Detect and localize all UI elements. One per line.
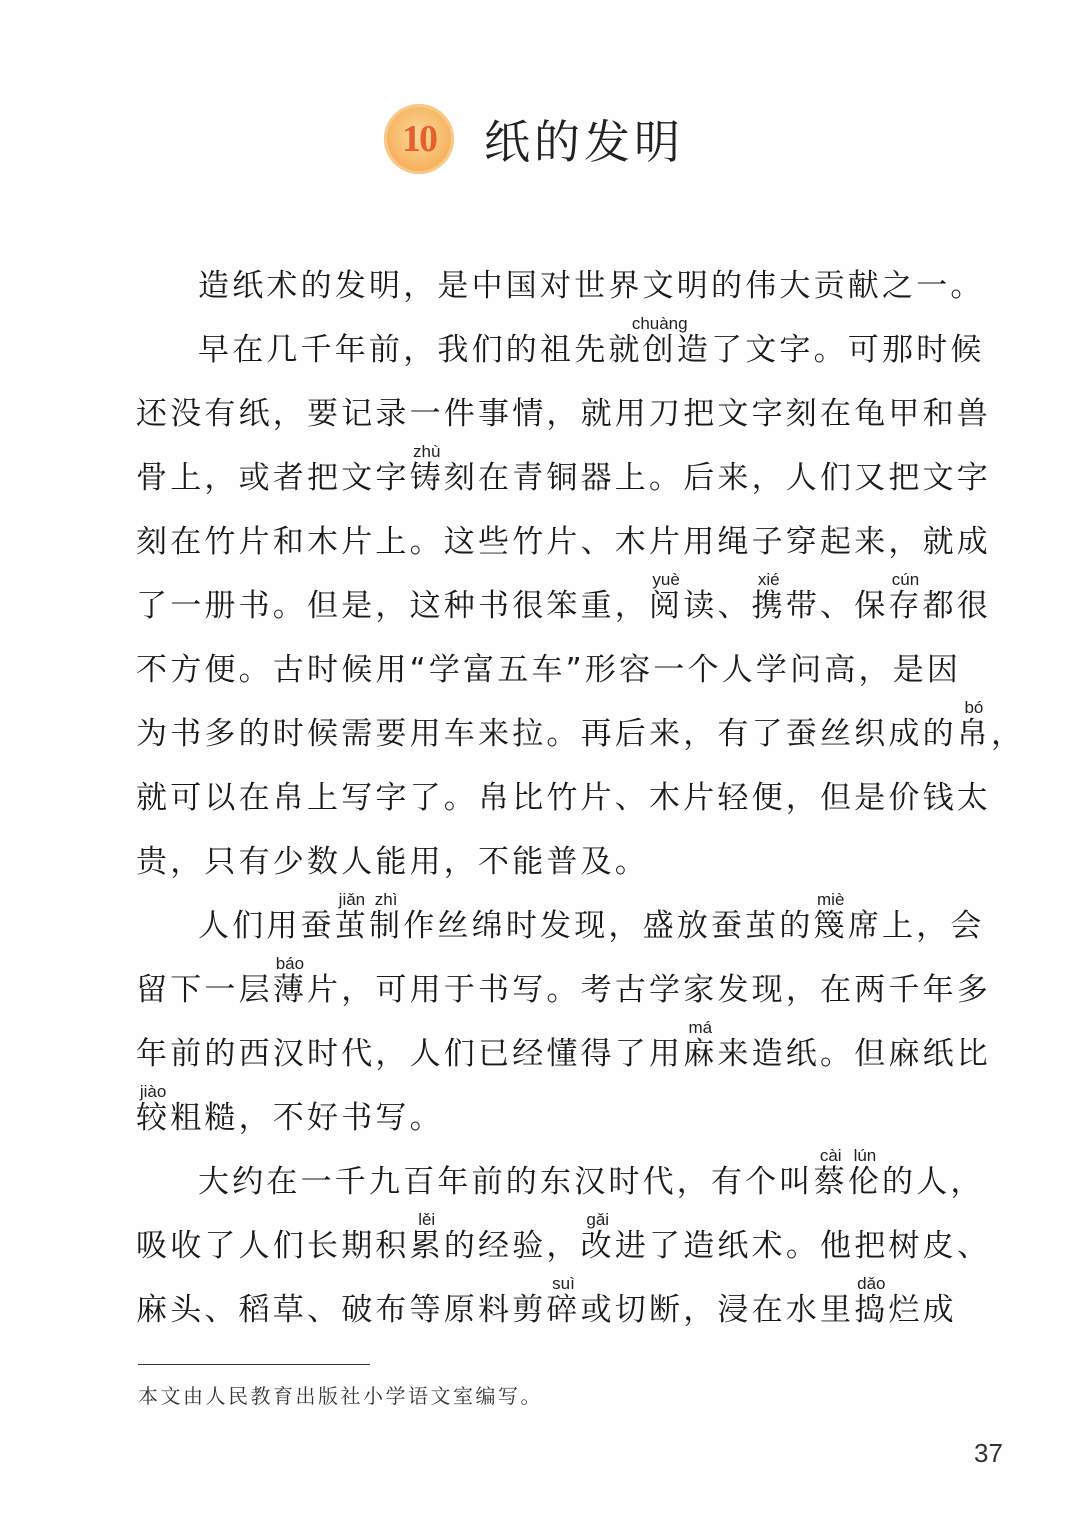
text-segment: 刻在青铜器上。后来，人们又把文字 [443,460,992,496]
annotated-character [272,954,308,1010]
lesson-number-badge: 10 [384,104,454,174]
text-segment: 吸收了人们长期积 [136,1228,410,1264]
text-line [136,1082,986,1138]
text-segment: 人们用蚕 [198,908,335,944]
text-segment: 片，可用于书写。考古学家发现，在两千年多 [307,972,992,1008]
text-segment: 为书多的时候需要用车来拉。再后来，有了蚕丝织成的 [136,716,957,752]
annotated-character [136,1082,171,1138]
text-segment: 作丝绵时发现，盛放蚕茧的 [403,908,814,944]
text-segment: 早在几千年前，我们的祖先就 [198,332,643,368]
pinyin-annotation: cài [819,1146,842,1165]
text-segment: 骨上，或者把文字 [136,460,410,496]
character: 阅 [649,588,684,624]
annotated-character [649,570,684,626]
text-segment: 来造纸。但麻纸比 [717,1036,992,1072]
annotated-character [334,890,370,946]
annotated-character [847,1146,883,1202]
annotated-character [751,570,786,626]
text-segment: 进了造纸术。他把树皮、 [614,1228,992,1264]
text-line [198,890,1048,946]
character: 累 [409,1228,444,1264]
character: 较 [136,1100,171,1136]
footnote: 本文由人民教育出版社小学语文室编写。 [138,1384,543,1408]
annotated-character [683,1018,718,1074]
text-line [136,1274,986,1330]
character: 篾 [813,908,848,944]
pinyin-annotation: lún [853,1146,877,1165]
character: 碎 [546,1292,581,1328]
text-segment: 的人， [882,1164,985,1200]
page-number: 37 [974,1438,1003,1468]
lesson-header [384,104,684,174]
text-segment: 造了文字。可那时候 [676,332,985,368]
text-line [136,522,991,562]
pinyin-annotation: dǎo [857,1274,886,1293]
annotated-character [580,1210,615,1266]
pinyin-annotation: gǎi [586,1210,610,1229]
text-segment: 大约在一千九百年前的东汉时代，有个叫 [198,1164,814,1200]
text-segment: 刻在竹片和木片上。这些竹片、木片用绳子穿起来，就成 [136,524,991,560]
character: 创 [642,332,677,368]
text-segment: 造纸术的发明，是中国对世界文明的伟大贡献之一。 [198,268,985,304]
text-line [198,1146,1048,1202]
text-segment: 还没有纸，要记录一件事情，就用刀把文字刻在龟甲和兽 [136,396,991,432]
annotated-character [631,314,688,370]
text-segment: 就可以在帛上写字了。帛比竹片、木片轻便，但是价钱太 [136,780,991,816]
character: 蔡 [813,1164,848,1200]
pinyin-annotation: báo [275,954,305,973]
character: 存 [888,588,923,624]
text-segment: 都很 [922,588,992,624]
character: 伦 [847,1164,883,1200]
text-line [136,442,992,498]
pinyin-annotation: chuàng [631,314,688,333]
text-line [136,698,1026,754]
pinyin-annotation: má [688,1018,713,1037]
annotated-character [813,890,848,946]
character: 改 [580,1228,615,1264]
text-segment: 麻头、稻草、破布等原料剪 [136,1292,547,1328]
annotated-character [409,1210,444,1266]
text-segment: ， [991,716,1026,752]
character: 捣 [854,1292,889,1328]
text-segment: 了一册书。但是，这种书很笨重， [136,588,649,624]
text-segment: 不方便。古时候用“学富五车”形容一个人学问高，是因 [136,652,962,688]
text-segment: 年前的西汉时代，人们已经懂得了用 [136,1036,684,1072]
text-segment: 席上，会 [847,908,985,944]
annotated-character [409,442,444,498]
text-segment: 带、保 [785,588,889,624]
annotated-character [546,1274,581,1330]
pinyin-annotation: lěi [418,1210,436,1229]
annotated-character [369,890,404,946]
text-line [136,954,992,1010]
text-segment: 烂成 [888,1292,957,1328]
text-segment: 粗糙，不好书写。 [170,1100,444,1136]
footnote-divider [138,1364,370,1365]
text-line [136,650,986,690]
character: 帛 [956,716,992,752]
text-segment: 的经验， [443,1228,581,1264]
text-line [136,1210,992,1266]
text-line [198,314,1048,370]
pinyin-annotation: jiào [139,1082,167,1101]
pinyin-annotation: miè [817,890,845,909]
text-line [198,266,1048,306]
character: 麻 [683,1036,718,1072]
text-segment: 或切断，浸在水里 [580,1292,855,1328]
text-line [136,570,992,626]
annotated-character [854,1274,889,1330]
text-line [136,842,986,882]
pinyin-annotation: cún [891,570,920,589]
lesson-title: 纸的发明 [484,115,684,169]
pinyin-annotation: zhù [412,442,441,461]
text-line [136,1018,992,1074]
annotated-character [813,1146,848,1202]
annotated-character [956,698,992,754]
character: 茧 [334,908,370,944]
text-segment: 留下一层 [136,972,273,1008]
character: 携 [751,588,786,624]
pinyin-annotation: yuè [652,570,680,589]
pinyin-annotation: bó [964,698,984,717]
character: 铸 [409,460,444,496]
text-segment: 贵，只有少数人能用，不能普及。 [136,844,649,880]
text-line [136,394,991,434]
pinyin-annotation: suì [552,1274,575,1293]
pinyin-annotation: jiǎn [338,890,366,909]
character: 制 [369,908,404,944]
annotated-character [888,570,923,626]
character: 薄 [272,972,308,1008]
pinyin-annotation: zhì [374,890,398,909]
text-line [136,778,991,818]
text-segment: 读、 [683,588,752,624]
pinyin-annotation: xié [757,570,780,589]
